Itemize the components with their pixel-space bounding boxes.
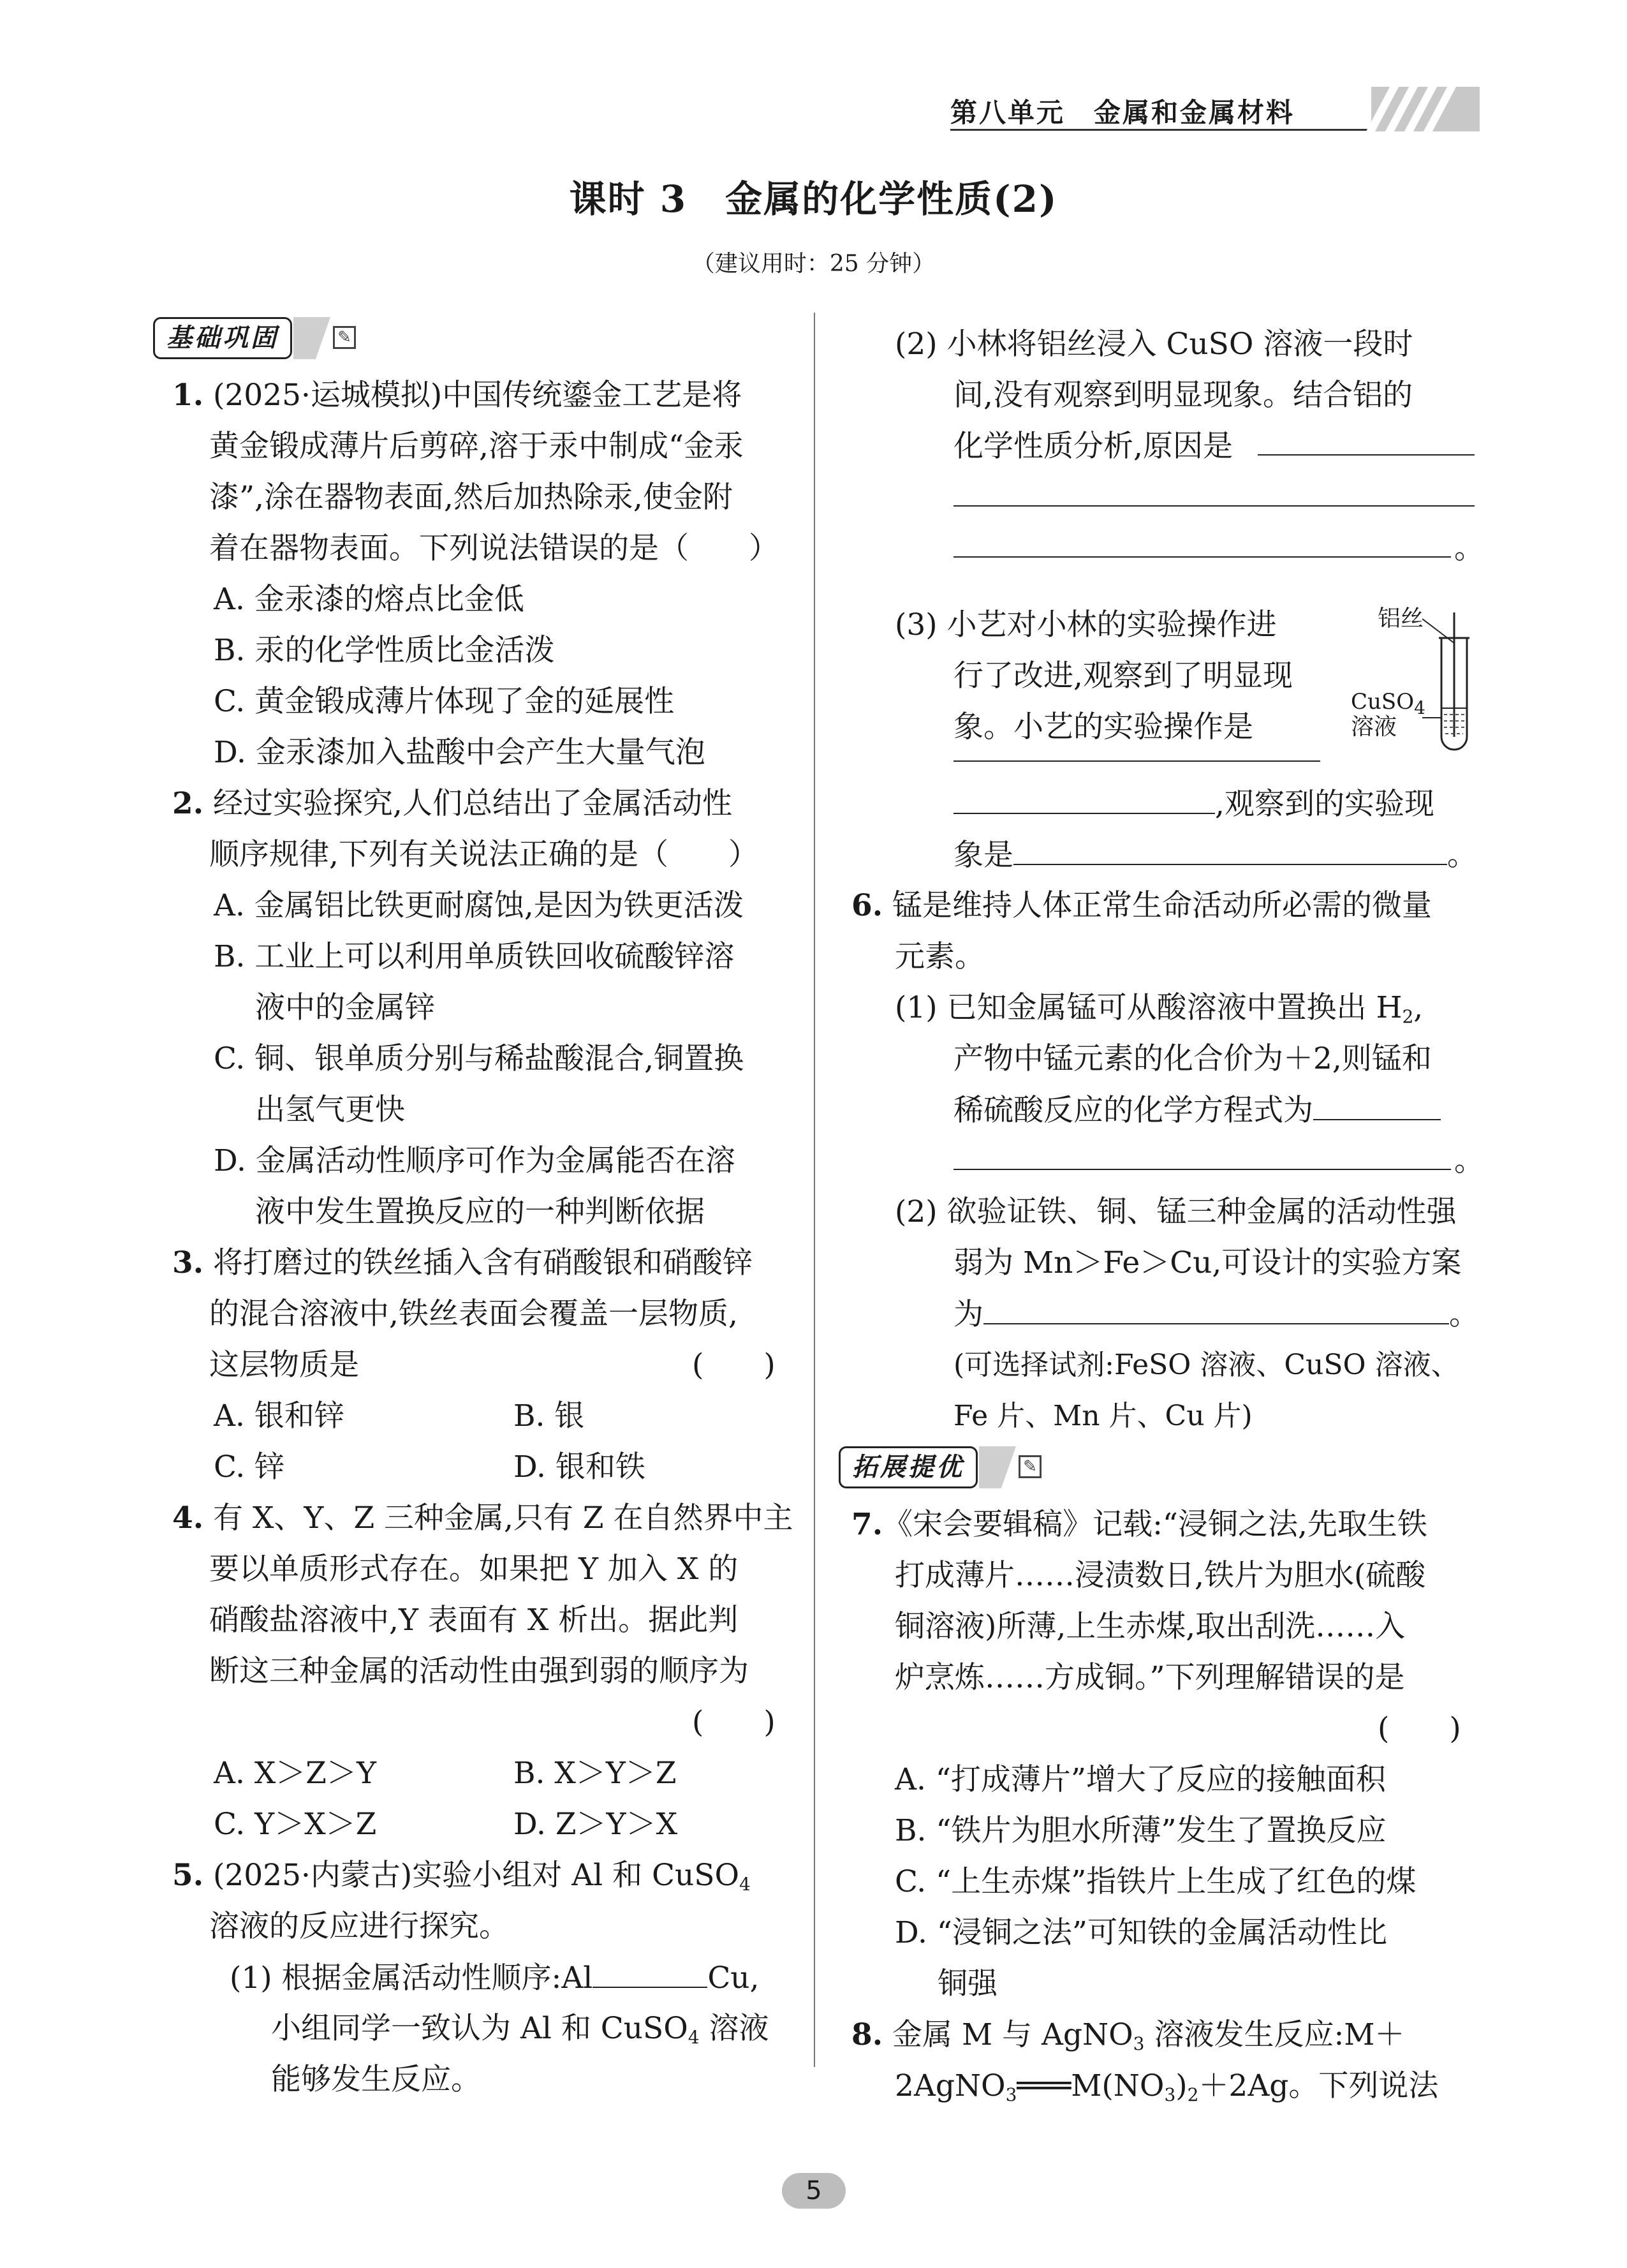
question-line: 的混合溶液中,铁丝表面会覆盖一层物质, bbox=[209, 1296, 738, 1331]
question-line: (1) 已知金属锰可从酸溶液中置换出 $H_2$, bbox=[895, 990, 1424, 1027]
header-rule bbox=[950, 129, 1371, 131]
answer-blank[interactable] bbox=[953, 1169, 1451, 1170]
answer-paren: ( ) bbox=[692, 1705, 776, 1740]
option-line: D. “浸铜之法”可知铁的金属活动性比 bbox=[895, 1915, 1387, 1950]
question-line: 漆”,涂在器物表面,然后加热除汞,使金附 bbox=[209, 480, 733, 515]
period: 。 bbox=[1454, 531, 1484, 566]
option-line: C. Y＞X＞Z bbox=[214, 1807, 377, 1842]
option-line: 出氢气更快 bbox=[255, 1092, 405, 1127]
option-line: 液中的金属锌 bbox=[255, 990, 435, 1025]
question-line: 2. 经过实验探究,人们总结出了金属活动性 bbox=[172, 786, 732, 821]
question-line: 铜溶液)所薄,上生赤煤,取出刮洗……入 bbox=[895, 1609, 1406, 1644]
answer-paren: ( ) bbox=[1378, 1711, 1461, 1746]
question-line: 稀硫酸反应的化学方程式为 bbox=[953, 1091, 1441, 1130]
question-line: 为 。 bbox=[953, 1295, 1479, 1334]
section-label: 基础巩固 bbox=[153, 317, 292, 359]
section-tag-basic bbox=[153, 317, 364, 359]
option-line: D. 金汞漆加入盐酸中会产生大量气泡 bbox=[214, 735, 705, 770]
question-line: (1) 根据金属活动性顺序:Al Cu, bbox=[230, 1959, 760, 1997]
question-line: 1. (2025·运城模拟)中国传统鎏金工艺是将 bbox=[172, 378, 742, 413]
answer-blank[interactable] bbox=[953, 505, 1475, 507]
answer-blank[interactable] bbox=[1258, 454, 1475, 456]
solution-label: 溶液 bbox=[1351, 714, 1397, 740]
question-line: 8. 金属 M 与 AgNO$_3$ 溶液发生反应:M＋ bbox=[851, 2017, 1405, 2054]
question-line: 小组同学一致认为 Al 和 CuSO$_4$ 溶液 bbox=[271, 2011, 769, 2048]
question-line: 象是 。 bbox=[953, 836, 1477, 875]
question-line: ,观察到的实验现 bbox=[953, 785, 1434, 824]
option-line: A. X＞Z＞Y bbox=[214, 1756, 376, 1791]
tag-corner bbox=[293, 317, 330, 359]
answer-blank[interactable] bbox=[983, 1295, 1449, 1324]
pencil-icon: ✎ bbox=[1019, 1455, 1042, 1478]
question-line: 6. 锰是维持人体正常生命活动所必需的微量 bbox=[851, 888, 1432, 923]
question-line: 7.《宋会要辑稿》记载:“浸铜之法,先取生铁 bbox=[851, 1507, 1427, 1542]
section-tag-extend bbox=[839, 1446, 1049, 1488]
question-line: 3. 将打磨过的铁丝插入含有硝酸银和硝酸锌 bbox=[172, 1245, 753, 1280]
unit-title: 第八单元 金属和金属材料 bbox=[950, 97, 1295, 128]
question-line: (3) 小艺对小林的实验操作进 bbox=[895, 607, 1277, 642]
lesson-title: 课时 3 金属的化学性质(2) bbox=[569, 177, 1058, 221]
option-line: C. 铜、银单质分别与稀盐酸混合,铜置换 bbox=[214, 1041, 744, 1076]
option-line: A. 金汞漆的熔点比金低 bbox=[214, 582, 524, 617]
question-line: $2AgNO_3═══M(NO_3)_2+2Ag$。下列说法 bbox=[895, 2068, 1439, 2105]
question-line: 要以单质形式存在。如果把 Y 加入 X 的 bbox=[209, 1552, 739, 1587]
question-line: 4. 有 X、Y、Z 三种金属,只有 Z 在自然界中主 bbox=[172, 1501, 793, 1536]
page-number: 5 bbox=[782, 2173, 846, 2209]
question-line: 产物中锰元素的化合价为＋2,则锰和 bbox=[953, 1041, 1432, 1076]
option-line: A. “打成薄片”增大了反应的接触面积 bbox=[895, 1762, 1386, 1797]
question-line: 溶液的反应进行探究。 bbox=[209, 1909, 509, 1944]
option-line: A. 银和锌 bbox=[214, 1398, 344, 1434]
question-line: 化学性质分析,原因是 bbox=[953, 429, 1233, 464]
option-line: 液中发生置换反应的一种判断依据 bbox=[255, 1194, 705, 1229]
answer-blank[interactable] bbox=[953, 556, 1451, 558]
test-tube-icon bbox=[1422, 600, 1492, 759]
unit-header bbox=[950, 87, 1480, 131]
aluminum-wire-label: 铝丝 bbox=[1378, 605, 1424, 632]
question-line: 炉烹炼……方成铜。”下列理解错误的是 bbox=[895, 1660, 1405, 1695]
option-line: C. 锌 bbox=[214, 1449, 285, 1485]
option-line: A. 金属铝比铁更耐腐蚀,是因为铁更活泼 bbox=[214, 888, 744, 923]
option-line: B. X＞Y＞Z bbox=[513, 1756, 677, 1791]
answer-blank[interactable] bbox=[1313, 1091, 1441, 1120]
option-line: C. “上生赤煤”指铁片上生成了红色的煤 bbox=[895, 1864, 1417, 1899]
question-line: 黄金锻成薄片后剪碎,溶于汞中制成“金汞 bbox=[209, 429, 744, 464]
question-line: 打成薄片……浸渍数日,铁片为胆水(硫酸 bbox=[895, 1558, 1426, 1593]
question-line: 着在器物表面。下列说法错误的是（ ） bbox=[209, 531, 779, 566]
option-line: D. 银和铁 bbox=[513, 1449, 645, 1485]
question-line: 顺序规律,下列有关说法正确的是（ ） bbox=[209, 837, 758, 872]
column-divider bbox=[814, 313, 815, 2067]
period: 。 bbox=[1454, 1143, 1484, 1178]
option-line: B. 工业上可以利用单质铁回收硫酸锌溶 bbox=[214, 939, 735, 974]
option-line: D. Z＞Y＞X bbox=[513, 1807, 678, 1842]
answer-blank[interactable] bbox=[593, 1959, 707, 1988]
question-line: 断这三种金属的活动性由强到弱的顺序为 bbox=[209, 1654, 749, 1689]
option-line: 铜强 bbox=[938, 1966, 998, 2001]
cuso4-label: CuSO$_4$ bbox=[1351, 689, 1425, 718]
pencil-icon: ✎ bbox=[333, 326, 356, 349]
answer-blank[interactable] bbox=[953, 785, 1215, 814]
tag-corner bbox=[979, 1446, 1016, 1488]
option-line: D. 金属活动性顺序可作为金属能否在溶 bbox=[214, 1143, 735, 1178]
question-line: 5. (2025·内蒙古)实验小组对 Al 和 CuSO$_4$ bbox=[172, 1858, 751, 1895]
option-line: B. 汞的化学性质比金活泼 bbox=[214, 633, 555, 668]
question-line: 元素。 bbox=[895, 939, 985, 974]
question-line: 这层物质是 bbox=[209, 1347, 359, 1382]
section-label: 拓展提优 bbox=[839, 1446, 978, 1488]
header-band bbox=[1371, 87, 1480, 131]
question-line: 行了改进,观察到了明显现 bbox=[953, 658, 1293, 693]
question-line: 能够发生反应。 bbox=[271, 2062, 481, 2097]
option-line: B. “铁片为胆水所薄”发生了置换反应 bbox=[895, 1813, 1387, 1848]
question-line: 象。小艺的实验操作是 bbox=[953, 709, 1253, 745]
question-line: (2) 欲验证铁、铜、锰三种金属的活动性强 bbox=[895, 1194, 1457, 1229]
suggested-time: （建议用时：25 分钟） bbox=[691, 251, 936, 277]
answer-blank[interactable] bbox=[953, 760, 1320, 762]
answer-paren: ( ) bbox=[692, 1347, 776, 1382]
option-line: B. 银 bbox=[513, 1398, 585, 1434]
reagent-note: (可选择试剂:FeSO 溶液、CuSO 溶液、 bbox=[953, 1349, 1459, 1381]
question-line: 间,没有观察到明显现象。结合铝的 bbox=[953, 378, 1413, 413]
option-line: C. 黄金锻成薄片体现了金的延展性 bbox=[214, 684, 675, 719]
reagent-note: Fe 片、Mn 片、Cu 片) bbox=[953, 1400, 1253, 1432]
question-line: 弱为 Mn＞Fe＞Cu,可设计的实验方案 bbox=[953, 1245, 1462, 1280]
question-line: 硝酸盐溶液中,Y 表面有 X 析出。据此判 bbox=[209, 1603, 739, 1638]
answer-blank[interactable] bbox=[1013, 836, 1447, 865]
question-line: (2) 小林将铝丝浸入 CuSO 溶液一段时 bbox=[895, 327, 1413, 362]
